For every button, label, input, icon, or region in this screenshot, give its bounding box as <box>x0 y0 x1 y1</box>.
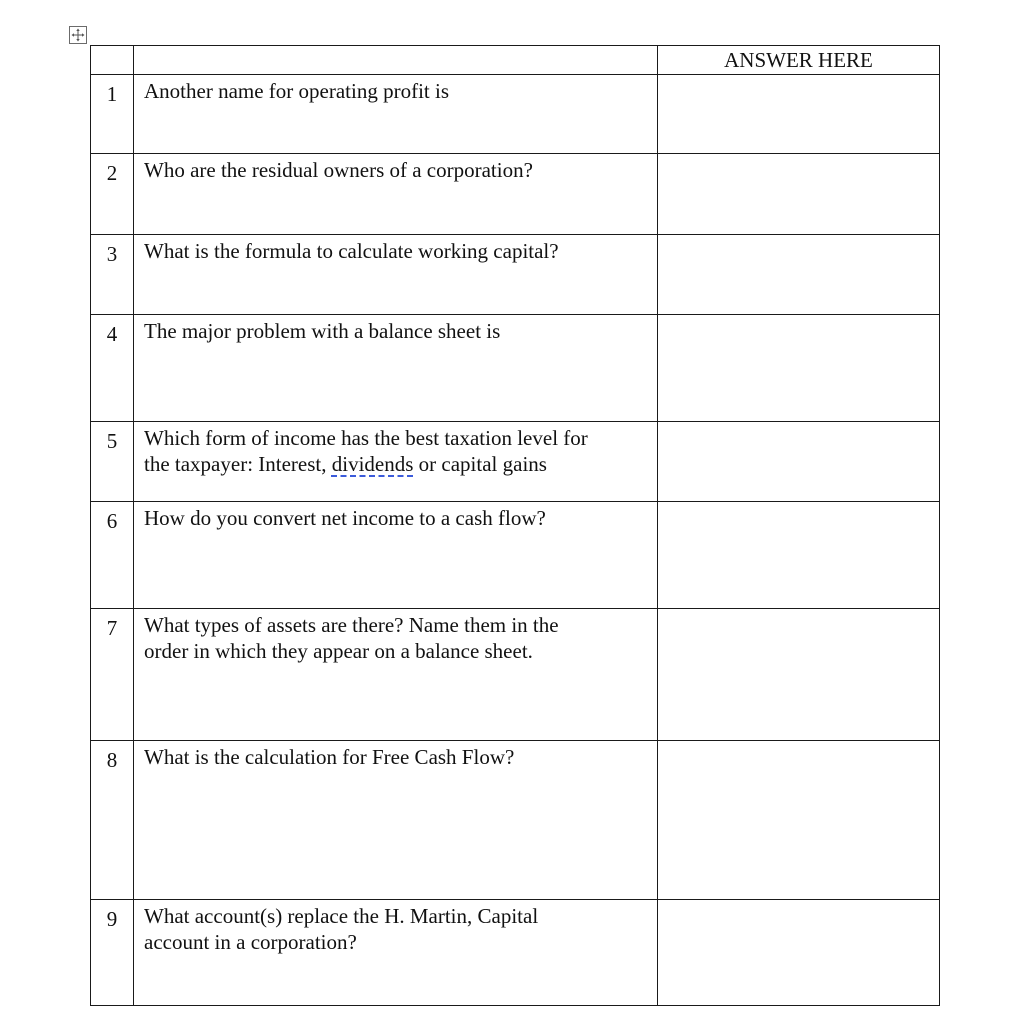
question-cell: What is the calculation for Free Cash Flow? <box>134 741 658 900</box>
row-number: 9 <box>91 900 134 1006</box>
row-number: 8 <box>91 741 134 900</box>
answer-cell[interactable] <box>658 75 940 154</box>
question-cell: What is the formula to calculate working capital? <box>134 235 658 315</box>
table-row <box>91 75 940 154</box>
table-header-row <box>91 46 940 75</box>
table-row <box>91 741 940 900</box>
question-cell: Another name for operating profit is <box>134 75 658 154</box>
move-arrows-icon <box>70 27 86 43</box>
table-row <box>91 235 940 315</box>
answer-cell[interactable] <box>658 741 940 900</box>
question-cell <box>134 422 658 502</box>
question-table <box>90 45 940 1006</box>
table-row <box>91 422 940 502</box>
table-row <box>91 154 940 235</box>
answer-cell[interactable] <box>658 235 940 315</box>
header-question-cell <box>134 46 658 75</box>
answer-cell[interactable] <box>658 422 940 502</box>
row-number: 6 <box>91 502 134 609</box>
row-number: 5 <box>91 422 134 502</box>
question-cell: What types of assets are there? Name them in the order in which they appear on a balance sheet. <box>134 609 658 741</box>
question-text: or capital gains <box>413 452 547 476</box>
answer-cell[interactable] <box>658 900 940 1006</box>
row-number: 1 <box>91 75 134 154</box>
answer-header: ANSWER HERE <box>658 46 940 75</box>
header-number-cell <box>91 46 134 75</box>
table-move-handle[interactable] <box>69 26 87 44</box>
table-row <box>91 609 940 741</box>
row-number: 7 <box>91 609 134 741</box>
question-text: Which form of income has the best taxation level for the taxpayer: Interest, <box>144 426 588 476</box>
question-cell: Who are the residual owners of a corporation? <box>134 154 658 235</box>
row-number: 4 <box>91 315 134 422</box>
row-number: 2 <box>91 154 134 235</box>
table-row <box>91 315 940 422</box>
table-row <box>91 900 940 1006</box>
table-row <box>91 502 940 609</box>
answer-cell[interactable] <box>658 609 940 741</box>
answer-cell[interactable] <box>658 154 940 235</box>
spellcheck-flagged-word[interactable]: dividends <box>331 452 414 476</box>
question-cell: The major problem with a balance sheet is <box>134 315 658 422</box>
question-cell: What account(s) replace the H. Martin, Capital account in a corporation? <box>134 900 658 1006</box>
answer-cell[interactable] <box>658 315 940 422</box>
question-cell: How do you convert net income to a cash flow? <box>134 502 658 609</box>
answer-cell[interactable] <box>658 502 940 609</box>
row-number: 3 <box>91 235 134 315</box>
